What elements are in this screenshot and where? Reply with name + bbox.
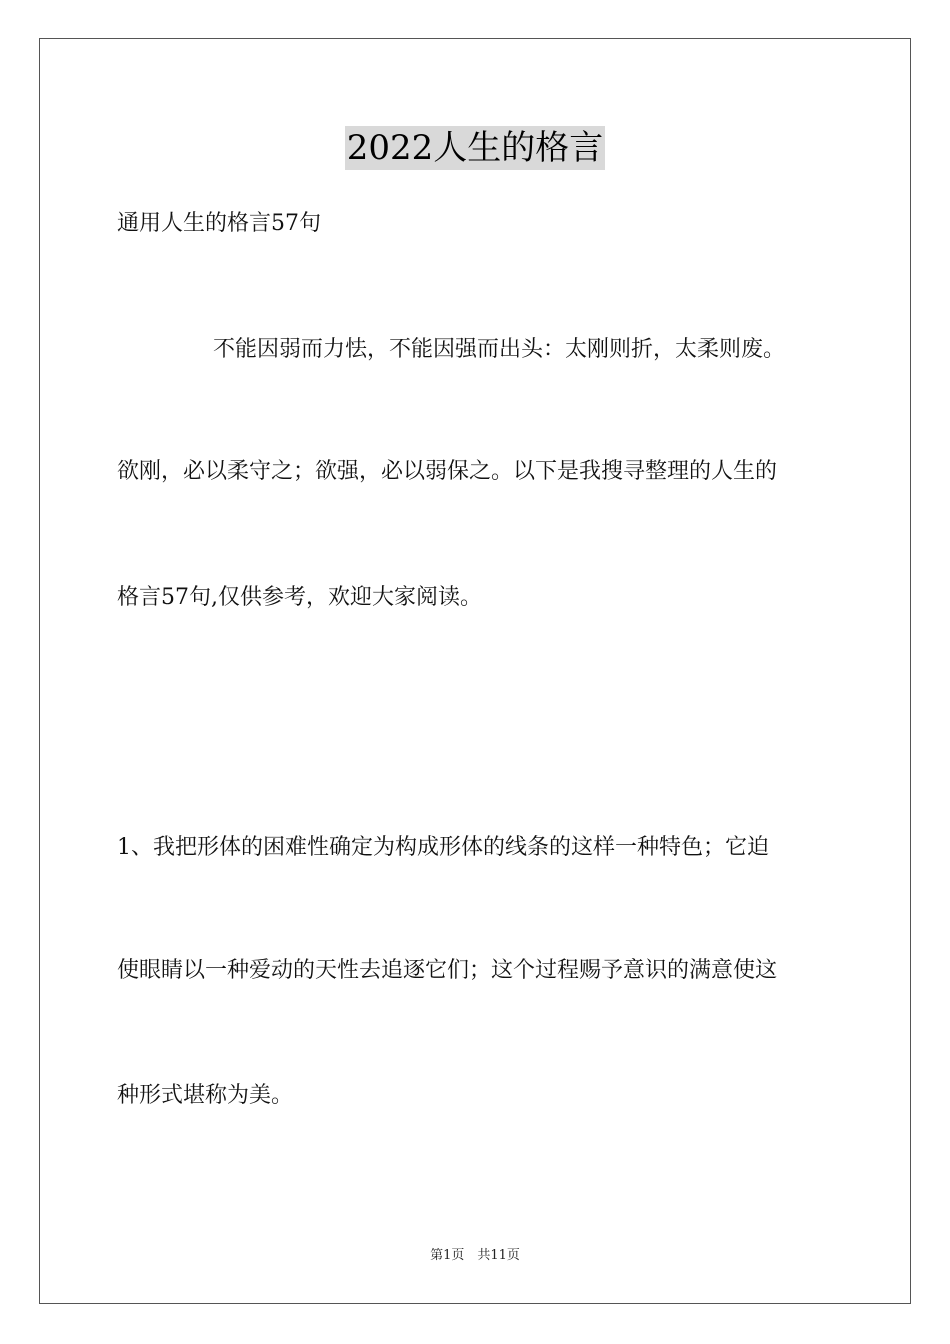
document-title: 2022人生的格言 [346,128,604,168]
document-subtitle: 通用人生的格言57句 [117,211,321,236]
intro-line-2: 欲刚，必以柔守之；欲强，必以弱保之。以下是我搜寻整理的人生的 [117,459,778,484]
page-number-footer: 第1页 共11页 [430,1248,520,1263]
title-container [0,126,950,170]
intro-line-1: 不能因弱而力怯，不能因强而出头：太刚则折，太柔则废。 [213,337,786,362]
intro-line-3: 格言57句,仅供参考，欢迎大家阅读。 [117,585,482,610]
item-1-line-3: 种形式堪称为美。 [117,1083,294,1108]
item-1-line-1: 1、我把形体的困难性确定为构成形体的线条的这样一种特色；它迫 [117,835,769,860]
item-1-line-2: 使眼睛以一种爱动的天性去追逐它们；这个过程赐予意识的满意使这 [117,958,778,983]
